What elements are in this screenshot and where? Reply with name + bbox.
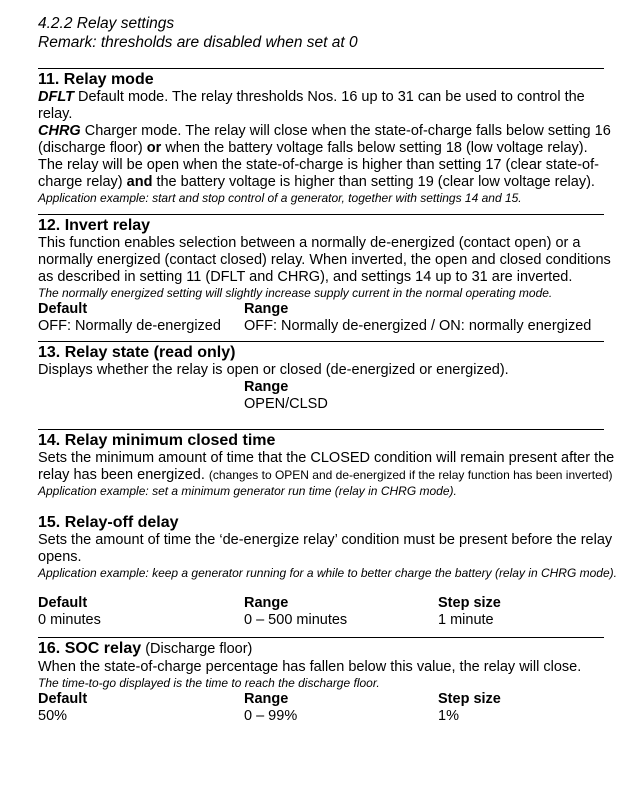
default-value: 0 minutes — [38, 612, 101, 628]
setting-16-title-suffix: (Discharge floor) — [141, 641, 253, 657]
range-column — [244, 595, 347, 629]
setting-11-chrg — [38, 123, 620, 157]
setting-11-title: 11. Relay mode — [38, 71, 154, 88]
setting-16-note: The time-to-go displayed is the time to reach the discharge floor. — [38, 676, 380, 690]
default-column — [38, 301, 221, 335]
step-column — [438, 691, 501, 725]
setting-16-body: When the state-of-charge percentage has fallen below this value, the relay will close. — [38, 659, 582, 675]
header-remark: Remark: thresholds are disabled when set at 0 — [38, 34, 358, 51]
range-label: Range — [244, 691, 289, 707]
setting-12-body: This function enables selection between a normally de-energized (contact open) or a normally energized (contact closed) relay. When inverted, the open and closed conditions as described in setting 11 (DFLT and CHRG), and settings 14 up to 31 are inverted. — [38, 235, 611, 285]
setting-16 — [38, 639, 620, 725]
dflt-term: DFLT — [38, 89, 74, 105]
range-label: Range — [244, 301, 289, 317]
header-title: 4.2.2 Relay settings — [38, 15, 175, 32]
setting-16-title-main: 16. SOC relay — [38, 640, 142, 657]
default-value: OFF: Normally de-energized — [38, 318, 221, 334]
setting-11-dflt — [38, 89, 620, 123]
divider — [38, 214, 604, 215]
setting-12-title: 12. Invert relay — [38, 217, 151, 234]
setting-15-example: Application example: keep a generator running for a while to better charge the battery (relay in CHRG mode). — [38, 566, 617, 580]
open-text-1: The relay will be open when the state-of-charge is higher than setting 17 (clear state-of-charge relay) — [38, 157, 599, 190]
setting-14-text: Sets the minimum amount of time that the CLOSED condition will remain present after the relay has been energized. — [38, 450, 615, 483]
range-value: OFF: Normally de-energized / ON: normally energized — [244, 318, 592, 334]
dflt-text: Default mode. The relay thresholds Nos. 16 up to 31 can be used to control the relay. — [38, 89, 585, 122]
step-label: Step size — [438, 691, 501, 707]
setting-14-example: Application example: set a minimum generator run time (relay in CHRG mode). — [38, 484, 457, 498]
setting-14-title: 14. Relay minimum closed time — [38, 432, 276, 449]
range-column — [244, 301, 591, 335]
setting-15-body: Sets the amount of time the ‘de-energize relay’ condition must be present before the relay opens. — [38, 532, 613, 565]
range-column — [244, 691, 297, 725]
default-label: Default — [38, 301, 88, 317]
setting-11-open — [38, 157, 620, 191]
range-value: OPEN/CLSD — [244, 396, 328, 412]
setting-16-title — [38, 639, 620, 659]
setting-12 — [38, 216, 620, 335]
chrg-or: or — [146, 140, 162, 156]
setting-12-table — [38, 301, 620, 335]
default-column — [38, 595, 101, 629]
setting-13-table — [38, 379, 620, 413]
default-label: Default — [38, 595, 88, 611]
range-label: Range — [244, 595, 289, 611]
setting-13-body: Displays whether the relay is open or closed (de-energized or energized). — [38, 362, 509, 378]
chrg-text-2: when the battery voltage falls below setting 18 (low voltage relay). — [161, 140, 588, 156]
range-column — [244, 379, 328, 413]
step-value: 1% — [438, 708, 459, 724]
section-header — [38, 14, 620, 52]
default-column — [38, 691, 87, 725]
chrg-term: CHRG — [38, 123, 81, 139]
open-and: and — [126, 174, 153, 190]
divider — [38, 68, 604, 69]
chrg-text-1: Charger mode. The relay will close when the state-of-charge falls below setting 16 (discharge floor) — [38, 123, 611, 156]
setting-12-note: The normally energized setting will slightly increase supply current in the normal operating mode. — [38, 286, 553, 300]
default-label: Default — [38, 691, 88, 707]
setting-16-table — [38, 691, 620, 725]
divider — [38, 341, 604, 342]
open-text-2: the battery voltage is higher than setting 19 (clear low voltage relay). — [152, 174, 595, 190]
step-value: 1 minute — [438, 612, 494, 628]
setting-15-table — [38, 595, 620, 629]
divider — [38, 429, 604, 430]
step-label: Step size — [438, 595, 501, 611]
range-label: Range — [244, 379, 289, 395]
setting-14-body — [38, 450, 620, 484]
range-value: 0 – 500 minutes — [244, 612, 348, 628]
setting-11 — [38, 70, 620, 206]
setting-15-title: 15. Relay-off delay — [38, 514, 179, 531]
setting-14 — [38, 431, 620, 499]
setting-15 — [38, 513, 620, 629]
setting-11-example: Application example: start and stop control of a generator, together with settings 14 and 15. — [38, 191, 522, 205]
setting-13-title: 13. Relay state (read only) — [38, 344, 236, 361]
setting-14-small: (changes to OPEN and de-energized if the relay function has been inverted) — [208, 468, 613, 482]
step-column — [438, 595, 501, 629]
document-page — [38, 14, 620, 725]
divider — [38, 637, 604, 638]
default-value: 50% — [38, 708, 68, 724]
range-value: 0 – 99% — [244, 708, 298, 724]
setting-13 — [38, 343, 620, 413]
